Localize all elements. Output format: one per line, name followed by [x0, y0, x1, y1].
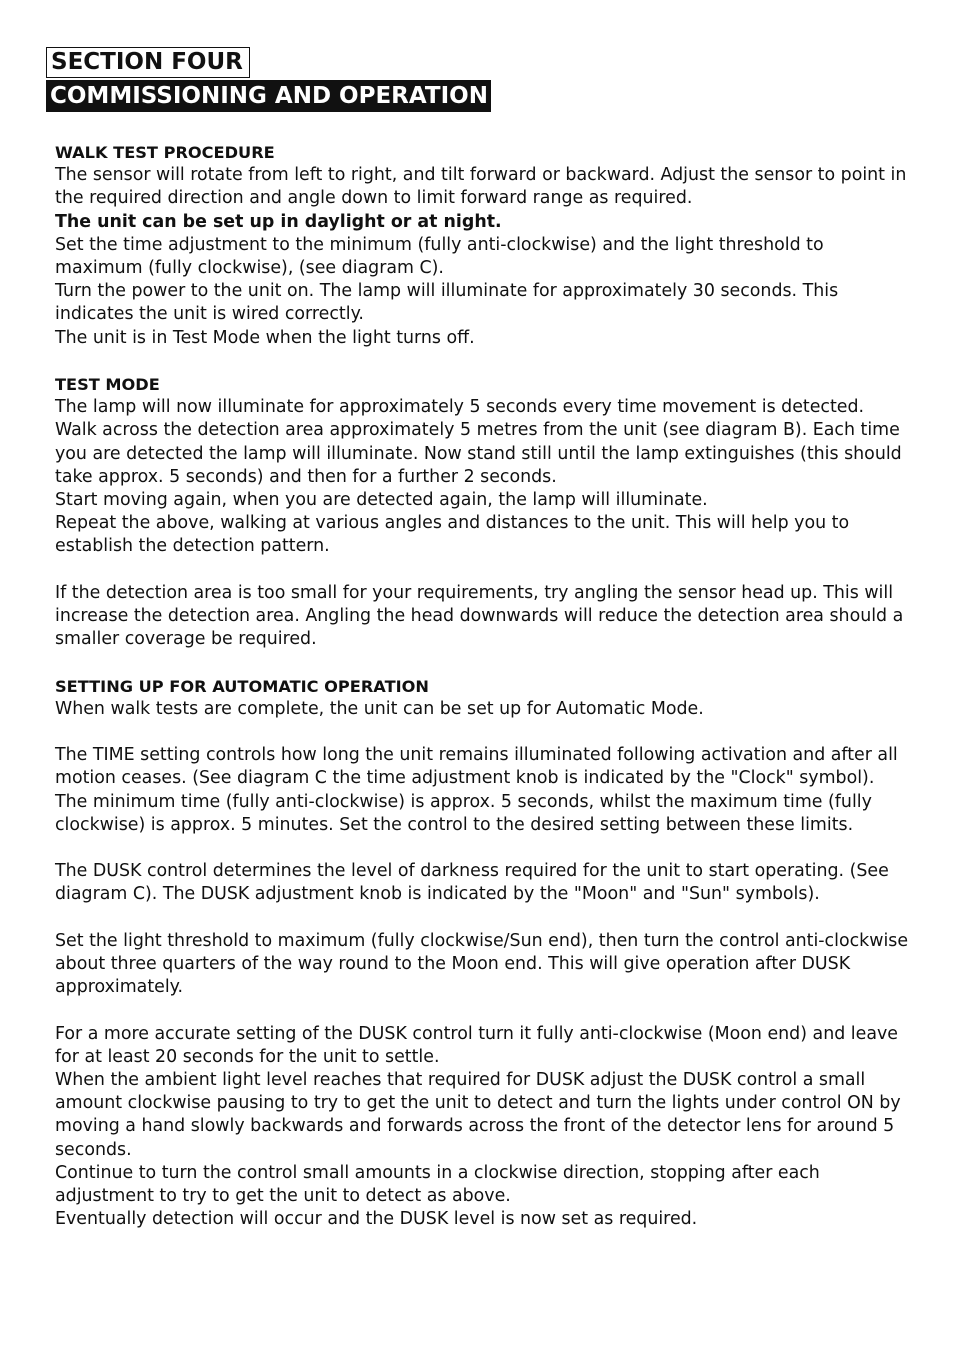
automatic-operation-paragraph: When the ambient light level reaches that required for DUSK adjust the DUSK control a small amount clockwise pausing to try to get the unit to detect and turn the lights under control ON by moving a hand slowly backwards and forwards across the front of the detector lens for around 5 seconds.: [55, 1070, 901, 1160]
automatic-operation-paragraph: The DUSK control determines the level of darkness required for the unit to start operating. (See diagram C). The DUSK adjustment knob is indicated by the "Moon" and "Sun" symbols).: [55, 861, 889, 905]
walk-test-paragraph: The unit is in Test Mode when the light turns off.: [55, 327, 475, 348]
section-number-heading: SECTION FOUR: [46, 47, 250, 78]
automatic-operation-paragraph: When walk tests are complete, the unit can be set up for Automatic Mode.: [55, 698, 704, 719]
walk-test-bold-note: The unit can be set up in daylight or at night.: [55, 211, 502, 232]
spacer: [55, 721, 915, 744]
spacer: [55, 350, 915, 373]
walk-test-paragraph: The sensor will rotate from left to right, and tilt forward or backward. Adjust the sensor to point in the required direction and angle down to limit forward range as required.: [55, 165, 907, 209]
spacer: [55, 999, 915, 1022]
automatic-operation-paragraph: For a more accurate setting of the DUSK control turn it fully anti-clockwise (Moon end) and leave for at least 20 seconds for the unit to settle.: [55, 1023, 898, 1067]
spacer: [55, 559, 915, 582]
section-content: [55, 141, 915, 1231]
walk-test-paragraph: Set the time adjustment to the minimum (fully anti-clockwise) and the light threshold to maximum (fully clockwise), (see diagram C).: [55, 234, 824, 279]
test-mode-paragraph: Walk across the detection area approximately 5 metres from the unit (see diagram B). Each time you are detected the lamp will illuminate. Now stand still until the lamp extinguishes (this should take approx. 5 seconds) and then for a further 2 seconds.: [55, 420, 902, 487]
automatic-operation-paragraph: Continue to turn the control small amounts in a clockwise direction, stopping after each adjustment to try to get the unit to detect as above.: [55, 1162, 820, 1207]
spacer: [55, 837, 915, 860]
test-mode-heading: TEST MODE: [55, 375, 160, 395]
automatic-operation-paragraph: Eventually detection will occur and the DUSK level is now set as required.: [55, 1209, 698, 1230]
automatic-operation-paragraph: The minimum time (fully anti-clockwise) is approx. 5 seconds, whilst the maximum time (fully clockwise) is approx. 5 minutes. Set the control to the desired setting between these limits.: [55, 791, 872, 835]
test-mode-paragraph: The lamp will now illuminate for approximately 5 seconds every time movement is detected.: [55, 397, 865, 418]
automatic-operation-heading: SETTING UP FOR AUTOMATIC OPERATION: [55, 676, 429, 696]
spacer: [55, 907, 915, 930]
walk-test-heading: WALK TEST PROCEDURE: [55, 143, 275, 162]
walk-test-paragraph: Turn the power to the unit on. The lamp will illuminate for approximately 30 seconds. This indicates the unit is wired correctly.: [55, 281, 839, 325]
automatic-operation-paragraph: Set the light threshold to maximum (fully clockwise/Sun end), then turn the control anti-clockwise about three quarters of the way round to the Moon end. This will give operation after DUSK approximately.: [55, 930, 909, 998]
section-title-heading: COMMISSIONING AND OPERATION: [46, 80, 491, 112]
spacer: [55, 651, 915, 674]
test-mode-paragraph: If the detection area is too small for your requirements, try angling the sensor head up. This will increase the detection area. Angling the head downwards will reduce the detection area should a smaller coverage be required.: [55, 582, 904, 650]
automatic-operation-paragraph: The TIME setting controls how long the unit remains illuminated following activation and after all motion ceases. (See diagram C the time adjustment knob is indicated by the "Clock" symbol).: [55, 745, 898, 789]
test-mode-paragraph: Start moving again, when you are detected again, the lamp will illuminate.: [55, 490, 708, 511]
test-mode-paragraph: Repeat the above, walking at various angles and distances to the unit. This will help you to establish the detection pattern.: [55, 513, 850, 557]
